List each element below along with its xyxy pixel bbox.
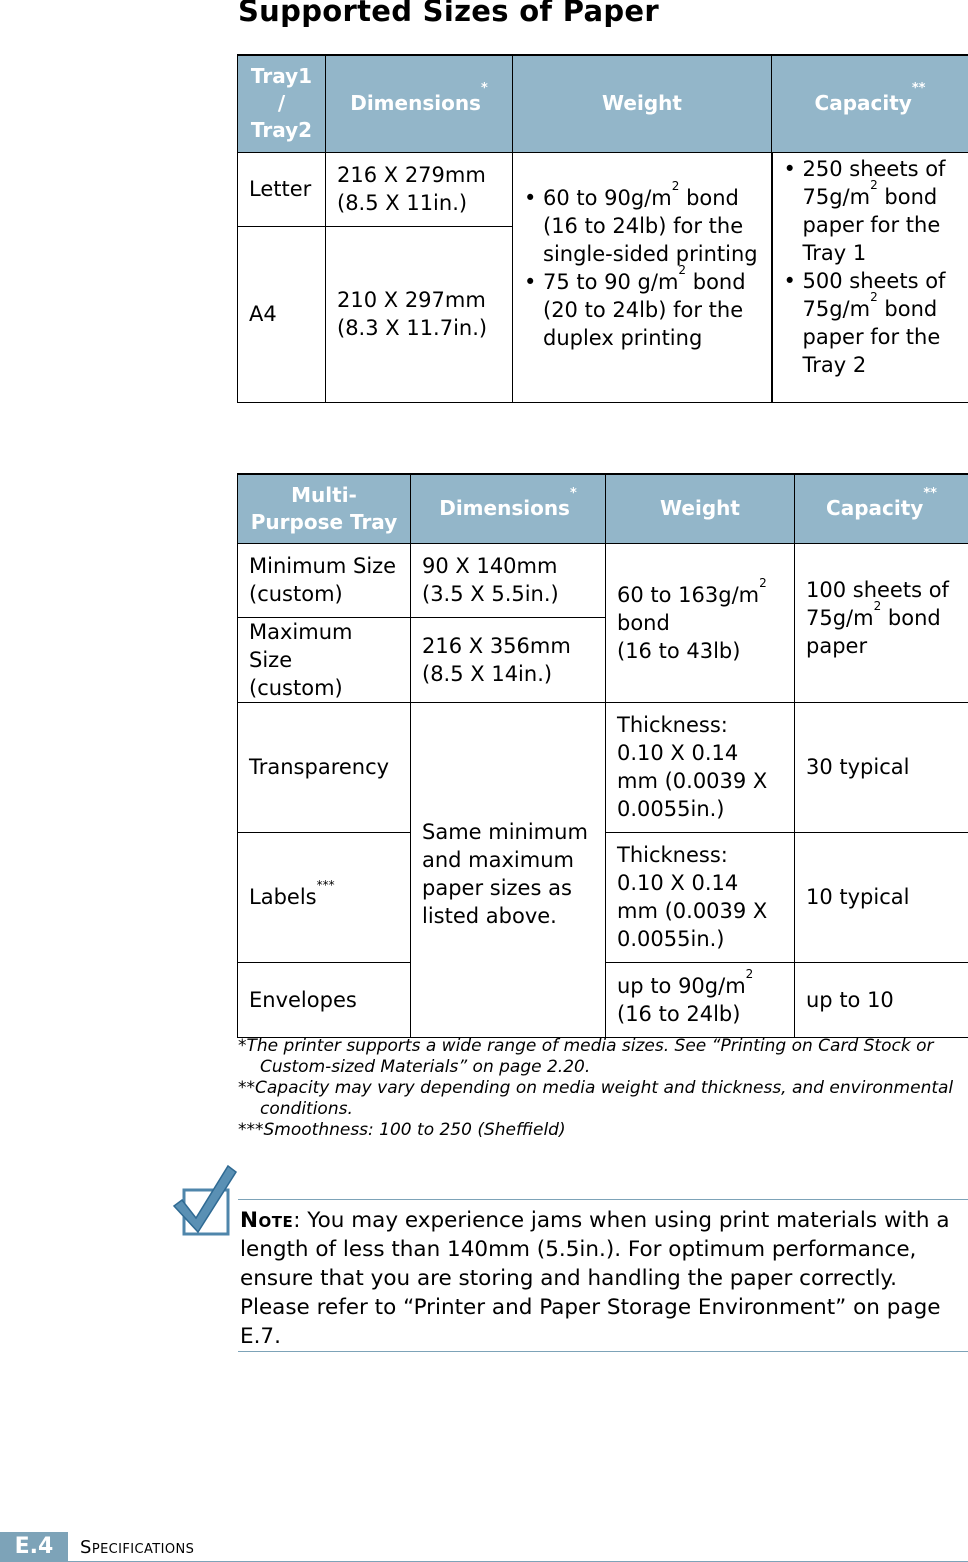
note [240, 1206, 968, 1351]
header-capacity-label: Capacity [826, 496, 924, 521]
max-name-line2: (custom) [249, 675, 343, 700]
tray-weight-cell [513, 152, 772, 402]
header-capacity [795, 474, 968, 543]
envelopes-w-pre: up to 90g/m [617, 973, 746, 998]
footnote-1-text: The printer supports a wide range of media sizes. See “Printing on Card Stock or Custom-sized Materials” on page 2.20. [246, 1036, 934, 1077]
plain-capacity-post: bond [881, 605, 941, 630]
weight-b1-pre: 60 to 90g/m [543, 186, 672, 210]
letter-dim-line1: 216 X 279mm [337, 163, 486, 187]
capacity-b1-pre: 250 sheets of 75g/m [802, 156, 946, 209]
labels-w-line4: 0.0055in.) [617, 927, 725, 951]
plain-capacity-line2 [806, 598, 957, 632]
footnote-3-mark: *** [238, 1120, 264, 1140]
min-dim-line1: 90 X 140mm [422, 554, 558, 578]
transparency-w-line4: 0.0055in.) [617, 797, 725, 821]
header-capacity-mark: ** [923, 486, 937, 502]
page-title: Supported Sizes of Paper [238, 0, 660, 28]
header-mp-tray [238, 474, 411, 543]
table-header-row [238, 474, 968, 543]
min-size-dimensions [411, 543, 606, 617]
table-row [238, 543, 968, 617]
note-label: Note [240, 1208, 294, 1233]
transparency-w-line3: mm (0.0039 X [617, 769, 768, 793]
max-dim-line2: (8.5 X 14in.) [422, 661, 553, 686]
header-capacity-label: Capacity [814, 91, 912, 116]
plain-capacity-pre: 75g/m [806, 605, 874, 630]
capacity-b1-sup: 2 [870, 177, 878, 192]
weight-b2-pre: 75 to 90 g/m [543, 270, 679, 294]
footnotes [238, 1036, 968, 1141]
header-dimensions-label: Dimensions [350, 91, 481, 116]
labels-w-line3: mm (0.0039 X [617, 899, 768, 923]
header-weight-label: Weight [660, 496, 740, 521]
envelopes-w-line1 [617, 966, 783, 1000]
table-row [238, 702, 968, 832]
footnote-2-text: Capacity may vary depending on media weight and thickness, and environmental conditions. [255, 1078, 954, 1119]
weight-b2-sup: 2 [678, 263, 687, 277]
same-dimensions-cell: Same minimum and maximum paper sizes as listed above. [411, 702, 606, 1037]
letter-dim-line2: (8.5 X 11in.) [337, 191, 468, 215]
weight-bullet-2 [524, 263, 760, 352]
weight-b2-post: bond (20 to 24lb) for the duplex printing [543, 270, 746, 350]
multipurpose-tray-table [237, 473, 968, 1038]
plain-weight-line1 [617, 575, 783, 609]
header-dimensions-mark: * [480, 81, 488, 97]
footnote-1 [238, 1036, 968, 1078]
footnote-2-mark: ** [238, 1078, 255, 1098]
header-tray-line1: Tray1 [250, 64, 313, 89]
plain-capacity-line1: 100 sheets of [806, 577, 949, 602]
header-tray [238, 55, 326, 152]
footnote-2 [238, 1078, 968, 1120]
labels-mark: *** [316, 878, 335, 892]
header-mp-line1: Multi- [291, 482, 357, 507]
transparency-name: Transparency [238, 702, 411, 832]
max-dim-line1: 216 X 356mm [422, 633, 571, 658]
capacity-b2-post: bond paper for the Tray 2 [802, 296, 941, 377]
header-mp-line2: Purpose Tray [250, 509, 398, 534]
envelopes-name: Envelopes [238, 962, 411, 1037]
note-top-rule [238, 1199, 968, 1200]
footnote-1-mark: * [238, 1036, 247, 1056]
header-dimensions [326, 55, 513, 152]
plain-weight-cell [606, 543, 795, 702]
min-size-name [238, 543, 411, 617]
min-name-line2: (custom) [249, 582, 343, 606]
transparency-w-line1: Thickness: [617, 713, 728, 737]
a4-dim-line1: 210 X 297mm [337, 288, 486, 312]
header-weight [513, 55, 772, 152]
plain-weight-sup: 2 [759, 575, 767, 590]
capacity-bullet-2 [784, 267, 958, 379]
footnote-3-text: Smoothness: 100 to 250 (Sheffield) [263, 1120, 566, 1140]
envelopes-w-sup: 2 [745, 966, 754, 981]
envelopes-w-line2: (16 to 24lb) [617, 1001, 741, 1026]
weight-b1-post: bond (16 to 24lb) for the single-sided printing [543, 186, 758, 266]
labels-w-line2: 0.10 X 0.14 [617, 871, 739, 895]
capacity-b2-sup: 2 [870, 289, 878, 304]
a4-dim-line2: (8.3 X 11.7in.) [337, 316, 488, 340]
envelopes-capacity: up to 10 [795, 962, 968, 1037]
labels-name-text: Labels [249, 885, 317, 909]
capacity-b1-post: bond paper for the Tray 1 [802, 184, 941, 265]
plain-capacity-cell [795, 543, 968, 702]
labels-weight [606, 832, 795, 962]
max-size-name [238, 617, 411, 702]
plain-capacity-line3: paper [806, 633, 868, 658]
a4-name: A4 [238, 226, 326, 402]
page-number: E.4 [0, 1532, 68, 1562]
transparency-capacity: 30 typical [795, 702, 968, 832]
envelopes-weight [606, 962, 795, 1037]
labels-capacity: 10 typical [795, 832, 968, 962]
transparency-weight [606, 702, 795, 832]
header-capacity [772, 55, 968, 152]
header-capacity-mark: ** [911, 81, 926, 97]
plain-weight-line2: bond [617, 610, 670, 635]
letter-name: Letter [238, 152, 326, 226]
header-dimensions-label: Dimensions [439, 496, 570, 521]
tray-capacity-cell [772, 152, 968, 402]
footnote-3 [238, 1120, 968, 1141]
max-size-dimensions [411, 617, 606, 702]
plain-weight-pre: 60 to 163g/m [617, 582, 760, 607]
letter-dimensions [326, 152, 513, 226]
min-name-line1: Minimum Size [249, 554, 397, 578]
a4-dimensions [326, 226, 513, 402]
capacity-b2-pre: 500 sheets of 75g/m [802, 268, 946, 321]
header-tray-line2: / [277, 91, 286, 116]
weight-bullet-1 [524, 179, 760, 268]
note-bottom-rule [238, 1351, 968, 1352]
checkmark-icon [170, 1162, 240, 1244]
note-text: : You may experience jams when using print materials with a length of less than 140mm (5.5in.). For optimum performance, ensure that you are storing and handling the paper correctly. Please refer to “Printer and Paper Storage Environment” on page E.7. [240, 1208, 950, 1349]
capacity-bullet-1 [784, 155, 958, 267]
table-row [238, 152, 968, 226]
tray-sizes-table [237, 54, 968, 403]
min-dim-line2: (3.5 X 5.5in.) [422, 582, 559, 606]
weight-b1-sup: 2 [671, 179, 680, 193]
labels-w-line1: Thickness: [617, 843, 728, 867]
header-dimensions-mark: * [569, 486, 577, 502]
header-dimensions [411, 474, 606, 543]
page-footer [0, 1532, 968, 1562]
labels-name [238, 832, 411, 962]
header-weight [606, 474, 795, 543]
header-tray-line3: Tray2 [250, 118, 313, 143]
plain-weight-line3: (16 to 43lb) [617, 638, 741, 663]
plain-capacity-sup: 2 [873, 598, 882, 613]
transparency-w-line2: 0.10 X 0.14 [617, 741, 739, 765]
max-name-line1: Maximum Size [249, 619, 353, 672]
table-header-row [238, 55, 968, 152]
header-weight-label: Weight [602, 91, 682, 116]
section-name: Specifications [80, 1537, 195, 1558]
